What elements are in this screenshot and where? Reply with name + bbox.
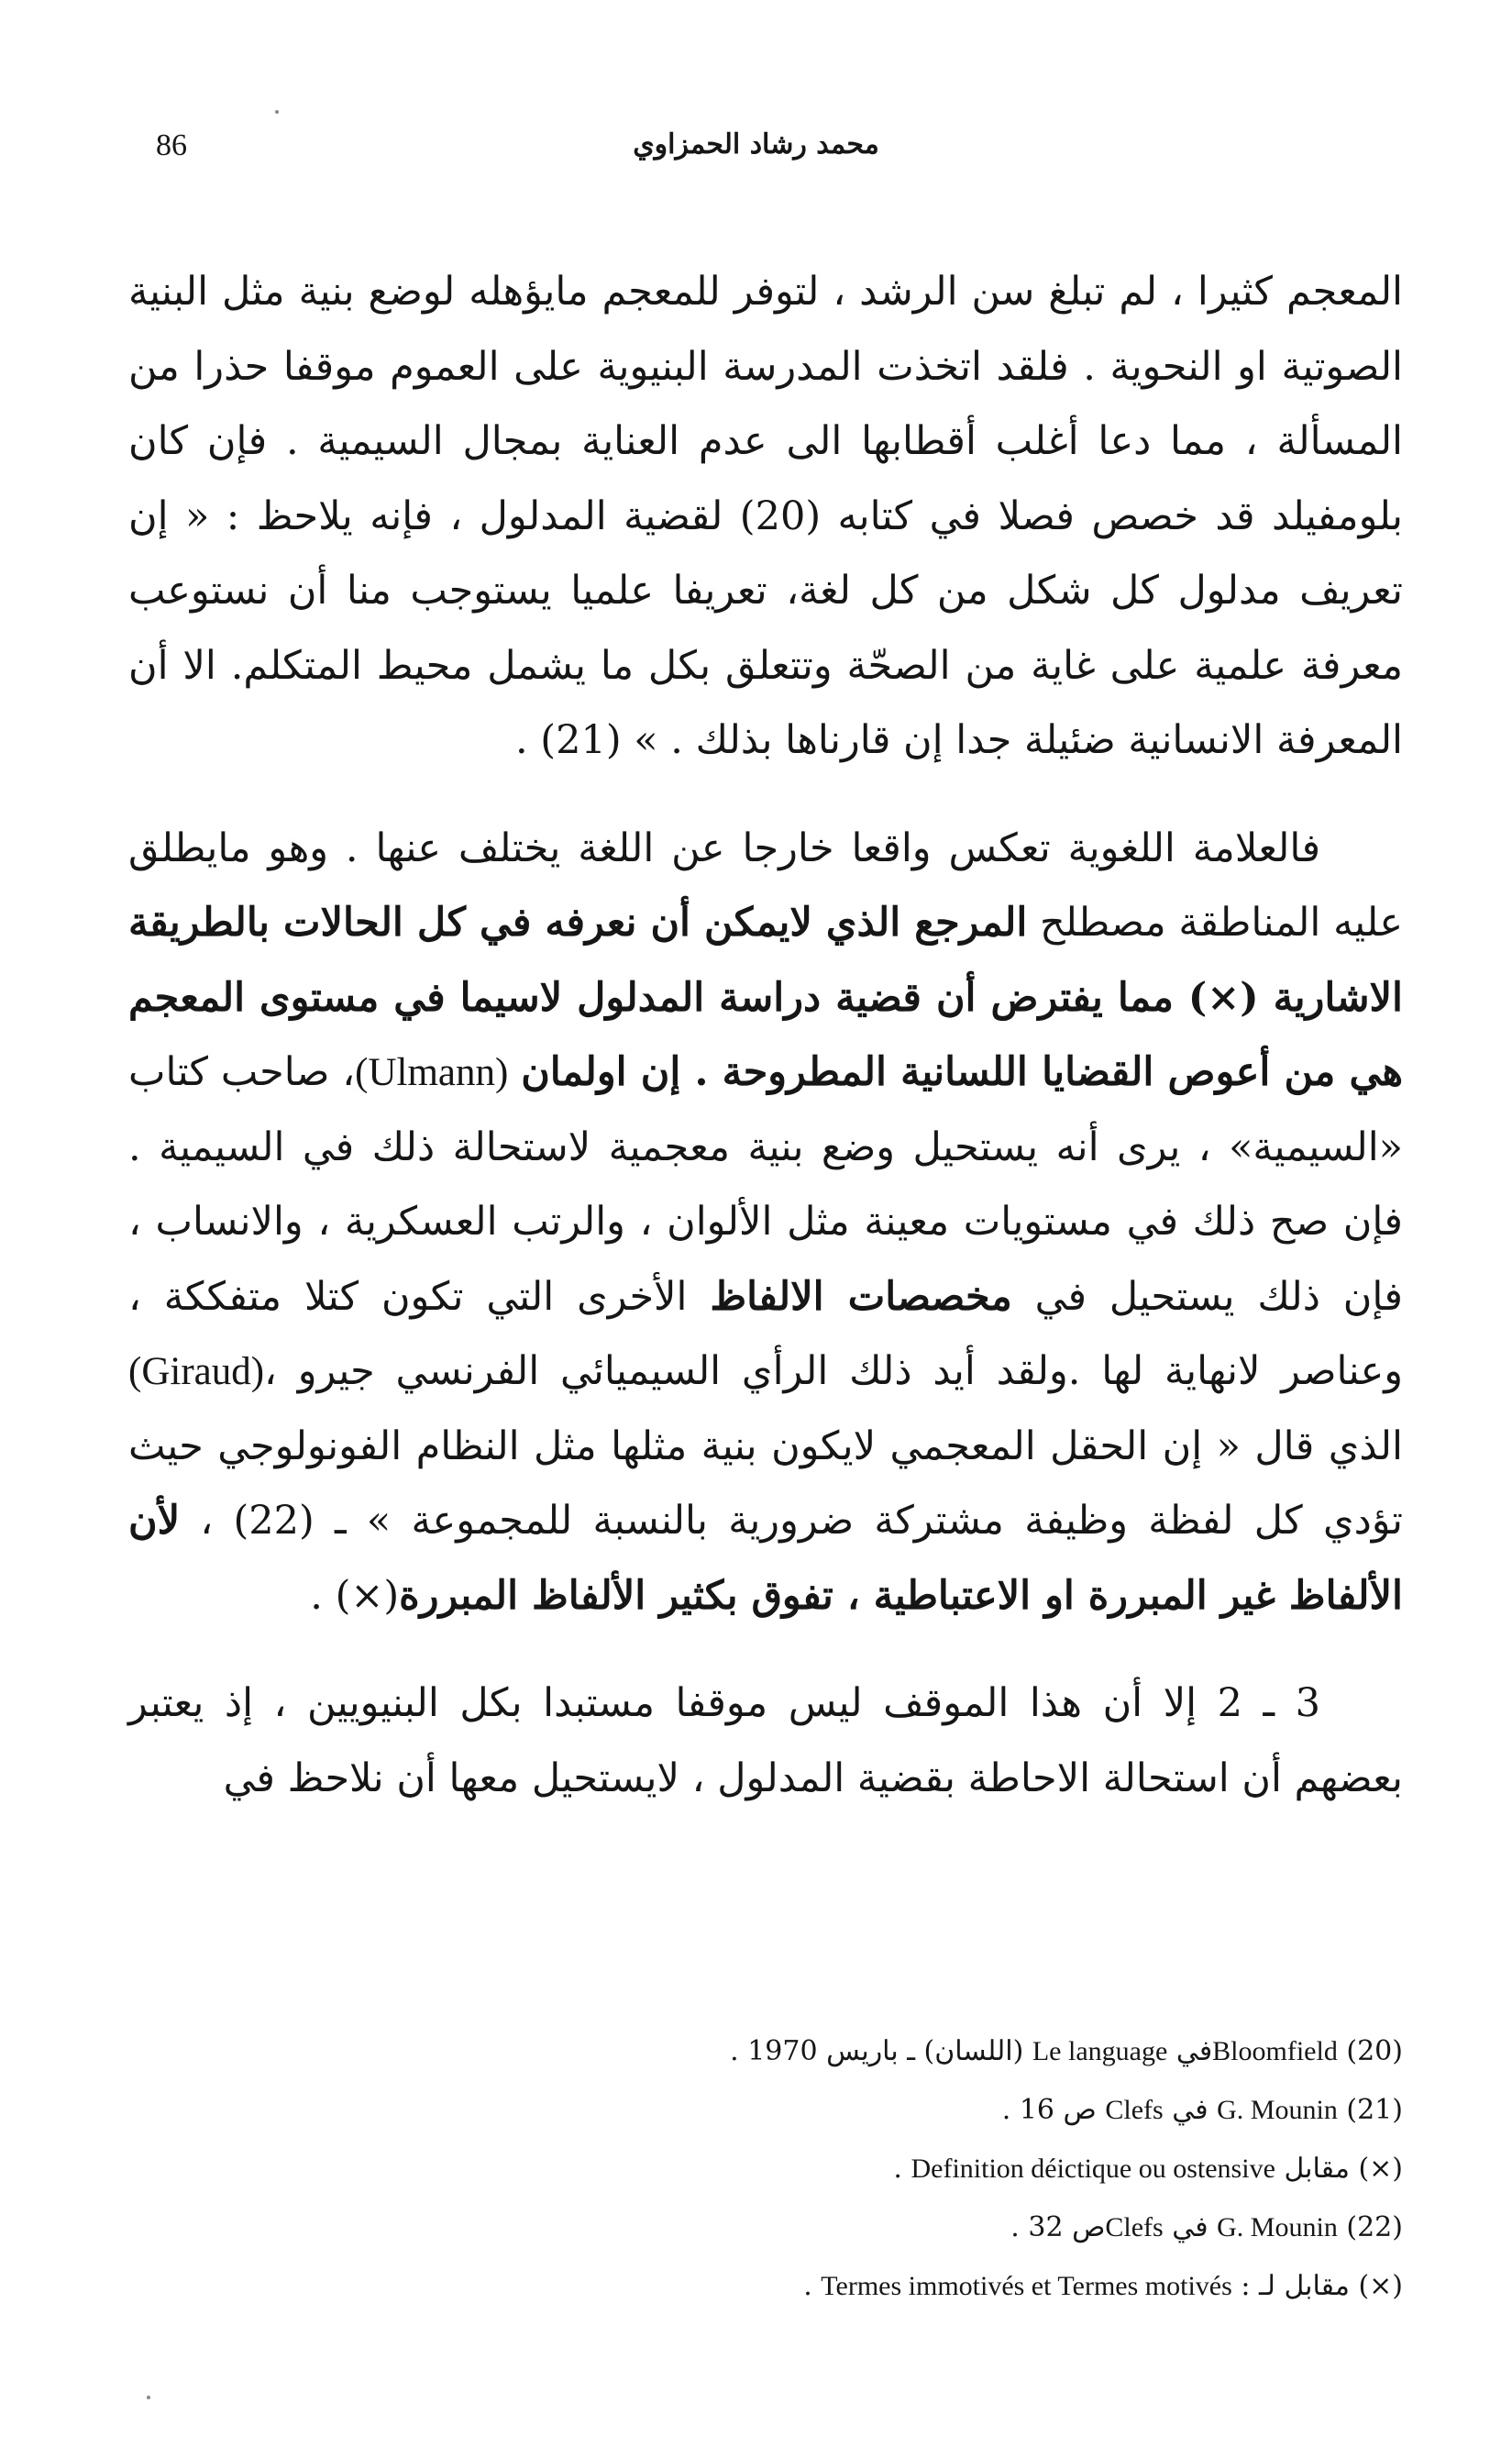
footnote-text: في [1172, 2211, 1208, 2243]
footnote-term: Definition déictique ou ostensive [911, 2154, 1275, 2184]
footnote-marker: (21) [1346, 2094, 1403, 2126]
footnote-marker: (22) [1346, 2211, 1403, 2243]
footnote [128, 2022, 1403, 2081]
latin-term: (Ulmann) [355, 1051, 509, 1094]
footnote [128, 2257, 1403, 2316]
text-run: (×) . [310, 1572, 400, 1619]
footnote [128, 2081, 1403, 2140]
text-run: ، صاحب كتاب «السيمية» ، يرى أنه يستحيل وضع بنية معجمية لاستحالة ذلك في السيمية . فإن صح ذلك في مستويات معينة مثل الألوان ، والرتب العسكرية ، والانساب ، فإن ذلك يستحيل في [128, 1049, 1403, 1320]
footnote-divider [128, 1992, 1403, 1993]
footnote [128, 2140, 1403, 2198]
footnote-marker: (×) [1358, 2270, 1403, 2302]
footnote-author: Bloomfield [1212, 2036, 1338, 2066]
footnote-term: Termes immotivés et Termes motivés [821, 2271, 1232, 2301]
scan-speck [275, 110, 279, 114]
footnote-marker: (20) [1346, 2035, 1403, 2067]
footnote-title: Clefs [1105, 2095, 1164, 2125]
text-run: الذي قال « إن الحقل المعجمي لايكون بنية مثلها مثل النظام الفونولوجي حيث تؤدي كل لفظة وظيفة مشتركة ضرورية بالنسبة للمجموعة » ـ (22) ، [128, 1423, 1403, 1544]
bold-text-run: مخصصات الالفاظ [710, 1273, 1012, 1320]
footnote-text: . [893, 2153, 902, 2185]
footnotes [128, 2022, 1403, 2316]
bold-text-run: المرجع الذي لايمكن أن نعرفه في كل الحالات بالطريقة الاشارية (×) مما يفترض أن قضية دراسة المدلول لاسيما في مستوى المعجم هي من أعوص القضايا اللسانية المطروحة . إن اولمان [128, 900, 1404, 1095]
footnote-text: في [1175, 2035, 1213, 2067]
page-header [156, 128, 1356, 183]
footnote-text: (اللسان) ـ باريس 1970 . [730, 2035, 1024, 2067]
bold-text-run: لأن الألفاظ غير المبررة او الاعتباطية ، تفوق بكثير الألفاظ المبررة [128, 1498, 1403, 1619]
page-number: 86 [156, 128, 187, 162]
text-run: فالعلامة اللغوية تعكس واقعا خارجا عن اللغة يختلف عنها . وهو مايطلق عليه المناطقة مصطلح [128, 825, 1404, 946]
footnote-text: مقابل [1284, 2153, 1350, 2185]
footnote-author: G. Mounin [1217, 2095, 1338, 2125]
footnote-text: ص 32 . [1010, 2211, 1106, 2243]
scan-speck [147, 2396, 150, 2399]
paragraph: 3 ـ 2 إلا أن هذا الموقف ليس موقفا مستبدا بكل البنيويين ، إذ يعتبر بعضهم أن استحالة الاحاطة بقضية المدلول ، لايستحيل معها أن نلاحظ في [128, 1680, 1403, 1801]
footnote-text: ص 16 . [1001, 2094, 1097, 2126]
running-head: محمد رشاد الحمزاوي [633, 128, 879, 161]
footnote-text: مقابل لـ : [1241, 2270, 1350, 2302]
footnote-text: في [1172, 2094, 1208, 2126]
footnote-author: G. Mounin [1217, 2212, 1338, 2242]
text-run: الأخرى التي تكون كتلا متفككة ، وعناصر لانهاية لها .ولقد أيد ذلك الرأي السيميائي الفرنسي جيرو ، [128, 1273, 1403, 1394]
footnote-title: Le language [1032, 2036, 1168, 2066]
paragraph [128, 812, 1403, 1634]
paragraph: المعجم كثيرا ، لم تبلغ سن الرشد ، لتوفر للمعجم مايؤهله لوضع بنية مثل البنية الصوتية او النحوية . فلقد اتخذت المدرسة البنيوية على العموم موقفا حذرا من المسألة ، مما دعا أغلب أقطابها الى عدم العناية بمجال السيمية . فإن كان بلومفيلد قد خصص فصلا في كتابه (20) لقضية المدلول ، فإنه يلاحظ : « إن تعريف مدلول كل شكل من كل لغة، تعريفا علميا يستوجب منا أن نستوعب معرفة علمية على غاية من الصحّة وتتعلق بكل ما يشمل محيط المتكلم. الا أن المعرفة الانسانية ضئيلة جدا إن قارناها بذلك . » (21) . [128, 269, 1403, 763]
body-text [128, 255, 1403, 1816]
footnote-marker: (×) [1358, 2153, 1403, 2185]
footnote-text: . [803, 2270, 812, 2302]
latin-term: (Giraud) [128, 1350, 265, 1393]
footnote [128, 2198, 1403, 2257]
footnote-title: Clefs [1105, 2212, 1164, 2242]
